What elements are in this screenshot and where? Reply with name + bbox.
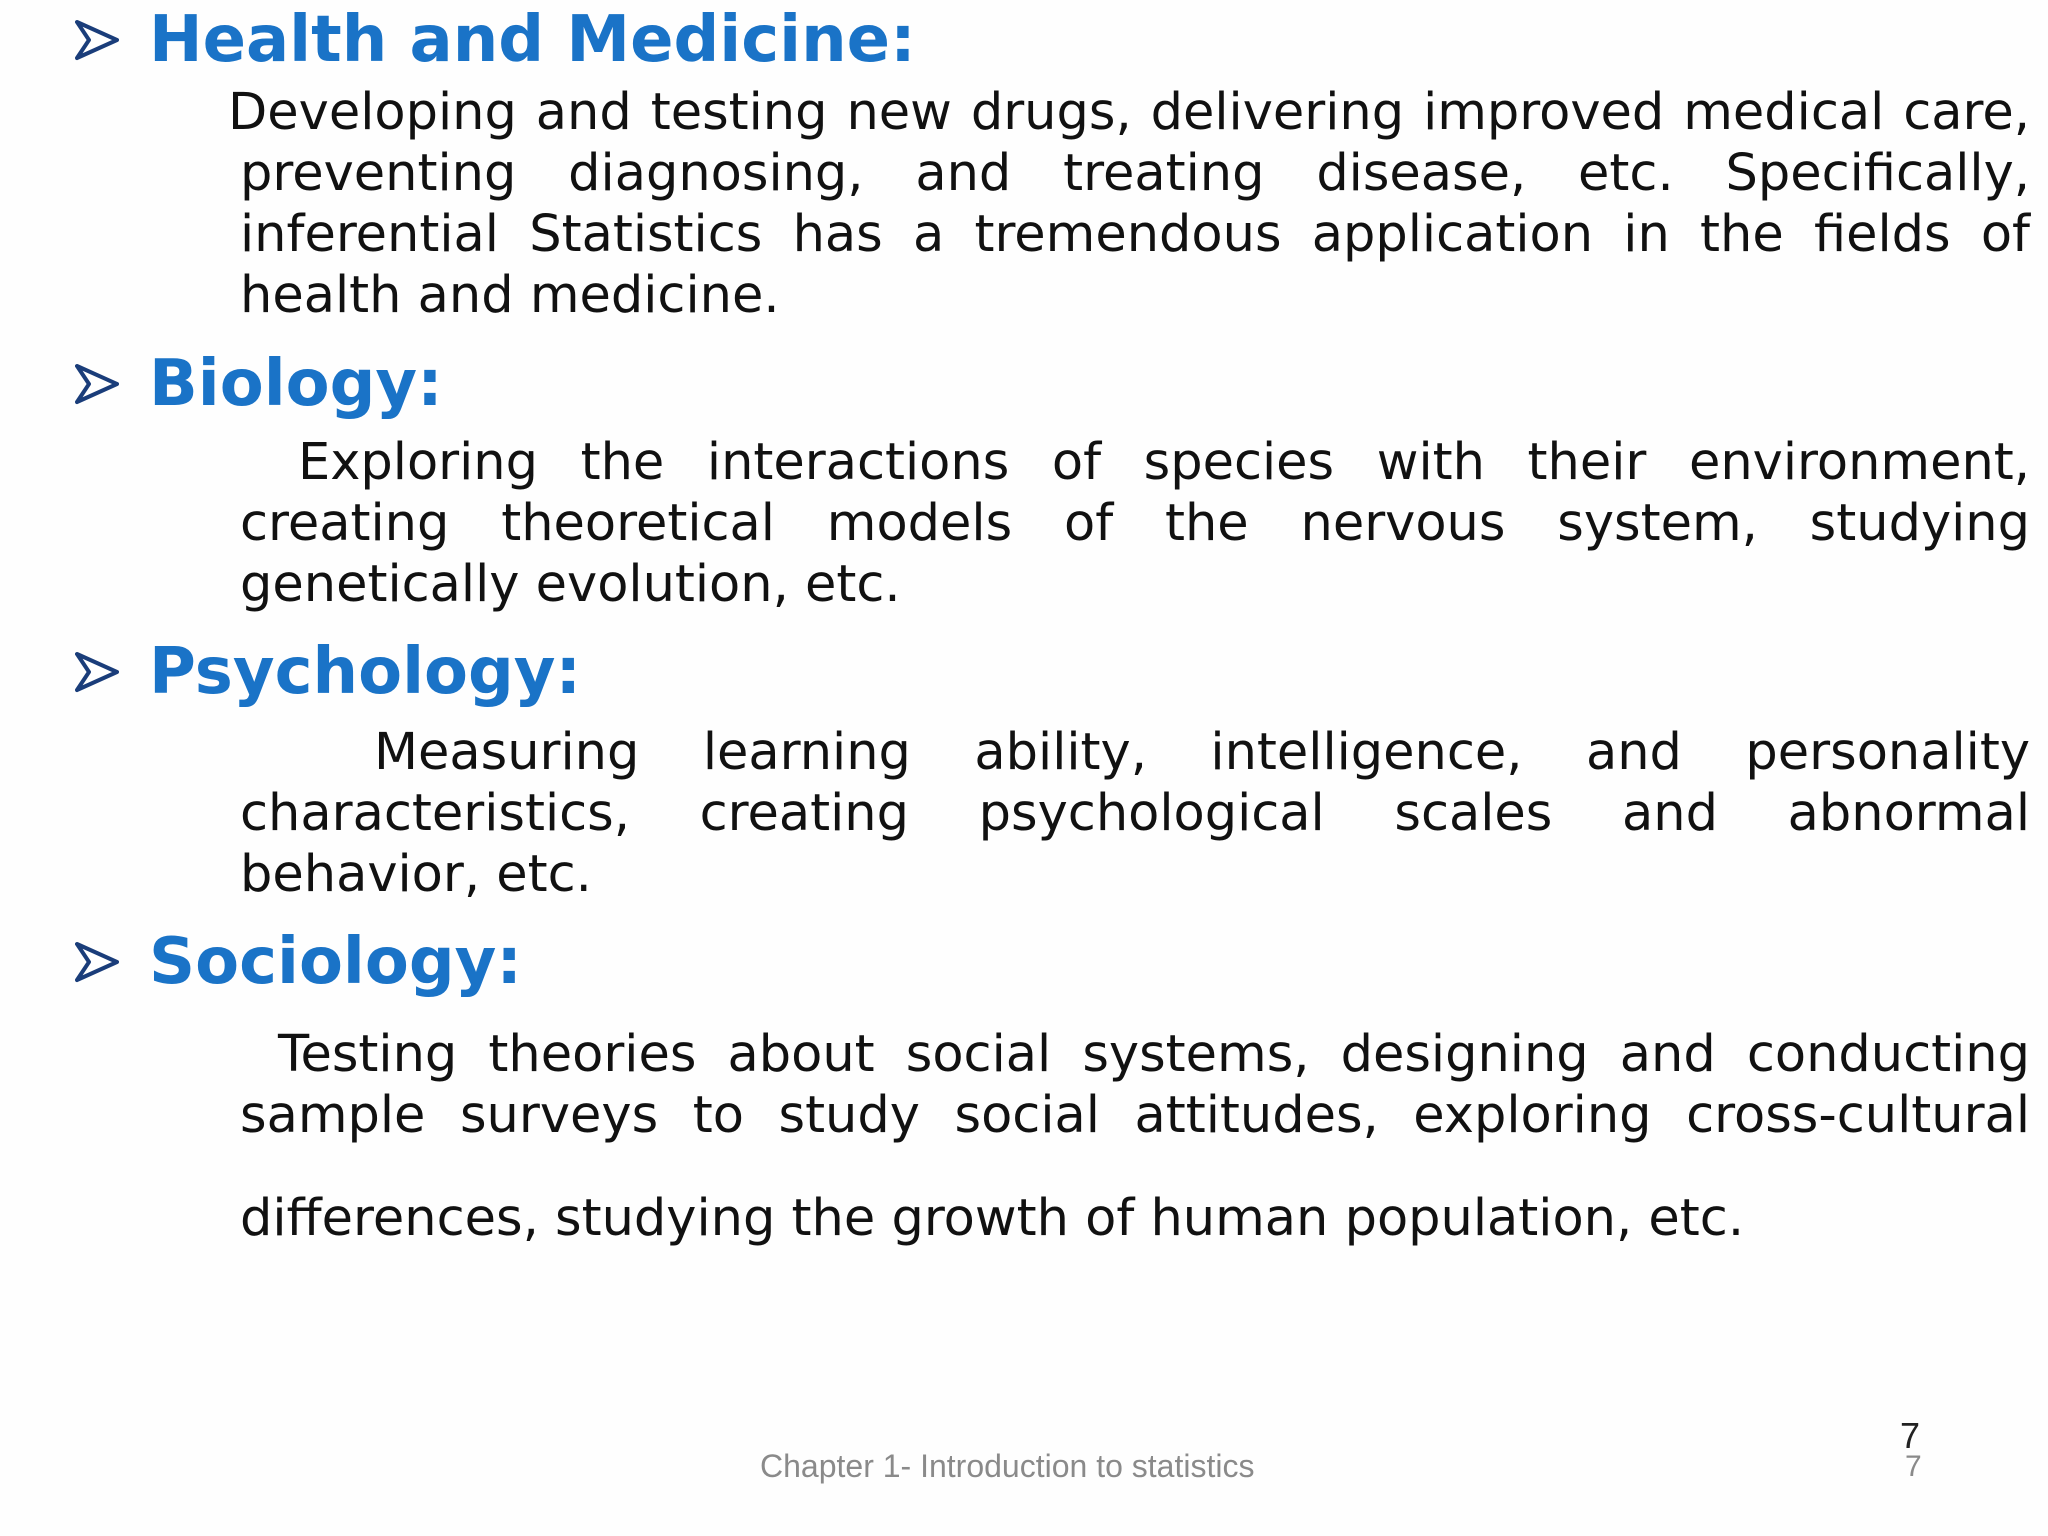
section-body-biology (240, 432, 2030, 615)
body-line: sample surveys to study social attitudes, exploring cross-cultural (240, 1086, 2030, 1145)
section-body-health (228, 82, 2030, 326)
arrow-bullet-icon (75, 940, 119, 984)
body-line: Measuring learning ability, intelligence, and personality (374, 723, 2030, 782)
body-line: Exploring the interactions of species with their environment, (298, 433, 2030, 492)
body-line: inferential Statistics has a tremendous application in the fields of (240, 205, 2030, 264)
page-number-footer: 7 (1905, 1450, 1922, 1483)
body-line: genetically evolution, etc. (240, 555, 901, 614)
heading-text: Sociology: (149, 925, 522, 999)
heading-text: Health and Medicine: (149, 3, 916, 77)
section-heading-biology (75, 347, 443, 421)
body-line: differences, studying the growth of human population, etc. (240, 1189, 1745, 1248)
heading-text: Biology: (149, 347, 443, 421)
page-number: 7 (1900, 1415, 1921, 1456)
body-line: behavior, etc. (240, 845, 592, 904)
arrow-bullet-icon (75, 362, 119, 406)
body-line: preventing diagnosing, and treating disease, etc. Specifically, (240, 144, 2030, 203)
section-body-sociology (240, 1024, 2030, 1249)
section-body-psychology (240, 722, 2030, 905)
section-heading-sociology (75, 925, 522, 999)
section-heading-health (75, 3, 916, 77)
heading-text: Psychology: (149, 635, 582, 709)
arrow-bullet-icon (75, 650, 119, 694)
body-line: Testing theories about social systems, designing and conducting (278, 1025, 2030, 1084)
body-line: characteristics, creating psychological scales and abnormal (240, 784, 2030, 843)
body-line: health and medicine. (240, 266, 780, 325)
section-heading-psychology (75, 635, 582, 709)
body-line: Developing and testing new drugs, delivering improved medical care, (228, 83, 2030, 142)
body-line: creating theoretical models of the nervous system, studying (240, 494, 2030, 553)
arrow-bullet-icon (75, 18, 119, 62)
footer-chapter-title: Chapter 1- Introduction to statistics (760, 1448, 1255, 1484)
